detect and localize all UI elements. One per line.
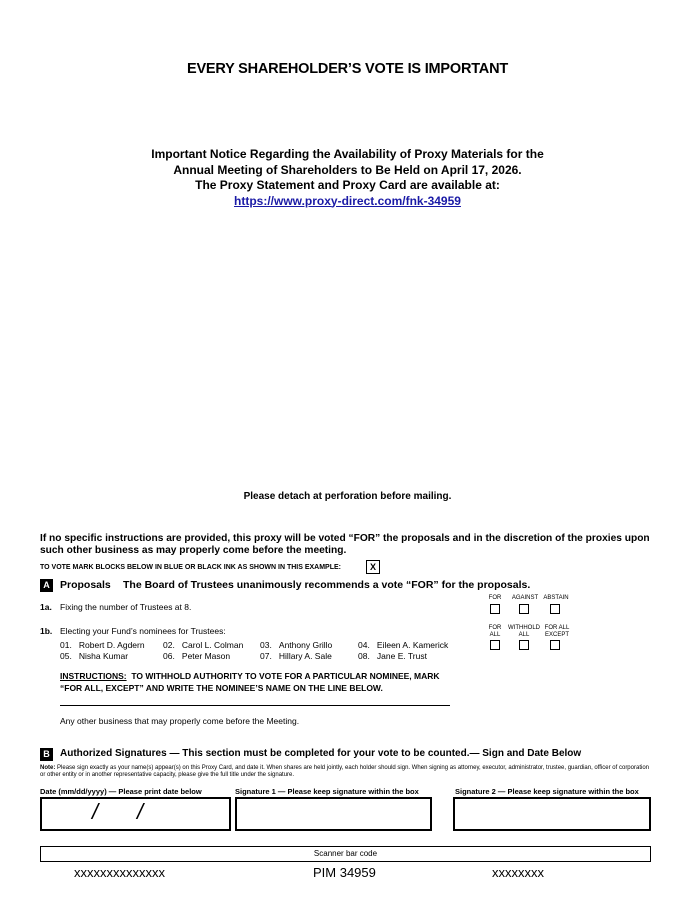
nominee-exception-line[interactable]: [60, 705, 450, 706]
nominee-07: 07. Hillary A. Sale: [260, 650, 332, 661]
column-header-for-all: FOR ALL: [488, 625, 502, 638]
signature-note: [40, 765, 652, 780]
mark-example-box: X: [366, 560, 380, 574]
note-text: Please sign exactly as your name(s) appear(s) on this Proxy Card, and date it. When shares are held jointly, each holder should sign. When signing as attorney, executor, administrator, trustee, guardian, officer of corporation or other entity or in another representative capacity, please give the full title under the signature.: [40, 765, 649, 779]
proposal-1b-withhold-all-checkbox[interactable]: [519, 640, 529, 650]
section-b-header: Authorized Signatures — This section must be completed for your vote to be counted.— Sign and Date Below: [60, 748, 582, 759]
proposal-1a-for-checkbox[interactable]: [490, 604, 500, 614]
section-a-recommendation: The Board of Trustees unanimously recommends a vote “FOR” for the proposals.: [123, 579, 531, 591]
nominee-01: 01. Robert D. Agdern: [60, 640, 145, 650]
signature-1-label: Signature 1 — Please keep signature within the box: [235, 787, 419, 796]
instructions-text-2: “FOR ALL, EXCEPT” AND WRITE THE NOMINEE’S NAME ON THE LINE BELOW.: [60, 683, 383, 693]
date-separator-1: /: [92, 799, 99, 824]
other-business-text: Any other business that may properly come before the Meeting.: [60, 716, 300, 726]
column-header-abstain: ABSTAIN: [543, 595, 569, 601]
proposal-1a-number: 1a.: [40, 602, 52, 612]
nominee-08: 08. Jane E. Trust: [358, 650, 427, 661]
nominee-05: 05. Nisha Kumar: [60, 650, 129, 661]
instructions-label: INSTRUCTIONS:: [60, 671, 127, 681]
column-header-for: FOR: [488, 595, 502, 601]
section-b-badge: B: [40, 748, 53, 761]
column-header-withhold-all: WITHHOLD ALL: [508, 625, 540, 638]
nominee-06: 06. Peter Mason: [163, 650, 231, 661]
proposal-1a-abstain-checkbox[interactable]: [550, 604, 560, 614]
withhold-instructions: [60, 670, 440, 694]
proxy-materials-notice: [0, 147, 695, 209]
column-header-for-all-except: FOR ALL EXCEPT: [544, 625, 570, 638]
detach-instruction: Please detach at perforation before mailing.: [243, 491, 452, 502]
nominee-02: 02. Carol L. Colman: [163, 640, 244, 650]
scanner-bar-code-box: Scanner bar code: [40, 846, 651, 862]
nominee-03: 03. Anthony Grillo: [260, 640, 333, 650]
proxy-materials-link[interactable]: https://www.proxy-direct.com/fnk-34959: [234, 193, 461, 208]
column-header-against: AGAINST: [511, 595, 539, 601]
signature-2-box[interactable]: [453, 797, 651, 831]
instructions-text-1: TO WITHHOLD AUTHORITY TO VOTE FOR A PARTICULAR NOMINEE, MARK: [131, 671, 440, 681]
proxy-intro-text: If no specific instructions are provided, this proxy will be voted “FOR” the proposals and in the discretion of the proxies upon such other business as may properly come before the meeting.: [40, 533, 650, 556]
footer-right-code: xxxxxxxx: [492, 865, 544, 880]
date-label: Date (mm/dd/yyyy) — Please print date below: [40, 787, 202, 796]
notice-line-1: Important Notice Regarding the Availability of Proxy Materials for the: [151, 147, 544, 161]
footer-left-code: xxxxxxxxxxxxxx: [74, 865, 165, 880]
proposal-1a-text: Fixing the number of Trustees at 8.: [60, 602, 192, 612]
proposal-1b-for-all-checkbox[interactable]: [490, 640, 500, 650]
notice-line-3: The Proxy Statement and Proxy Card are available at:: [195, 178, 500, 192]
section-a-badge: A: [40, 579, 53, 592]
proposal-1b-text: Electing your Fund’s nominees for Trustees:: [60, 626, 226, 636]
proposal-1b-number: 1b.: [40, 626, 53, 636]
notice-line-2: Annual Meeting of Shareholders to Be Held on April 17, 2026.: [173, 162, 522, 177]
signature-2-label: Signature 2 — Please keep signature within the box: [455, 787, 639, 796]
mark-instruction: TO VOTE MARK BLOCKS BELOW IN BLUE OR BLACK INK AS SHOWN IN THIS EXAMPLE:: [40, 564, 341, 571]
proposal-1b-for-all-except-checkbox[interactable]: [550, 640, 560, 650]
nominee-04: 04. Eileen A. Kamerick: [358, 640, 449, 650]
section-a-label: Proposals: [60, 579, 111, 591]
proposal-1a-against-checkbox[interactable]: [519, 604, 529, 614]
date-separator-2: /: [137, 799, 144, 824]
page-title: EVERY SHAREHOLDER’S VOTE IS IMPORTANT: [186, 61, 509, 77]
date-input-box[interactable]: [40, 797, 231, 831]
signature-1-box[interactable]: [235, 797, 432, 831]
note-label: Note:: [40, 765, 56, 771]
footer-center-code: PIM 34959: [313, 865, 376, 880]
